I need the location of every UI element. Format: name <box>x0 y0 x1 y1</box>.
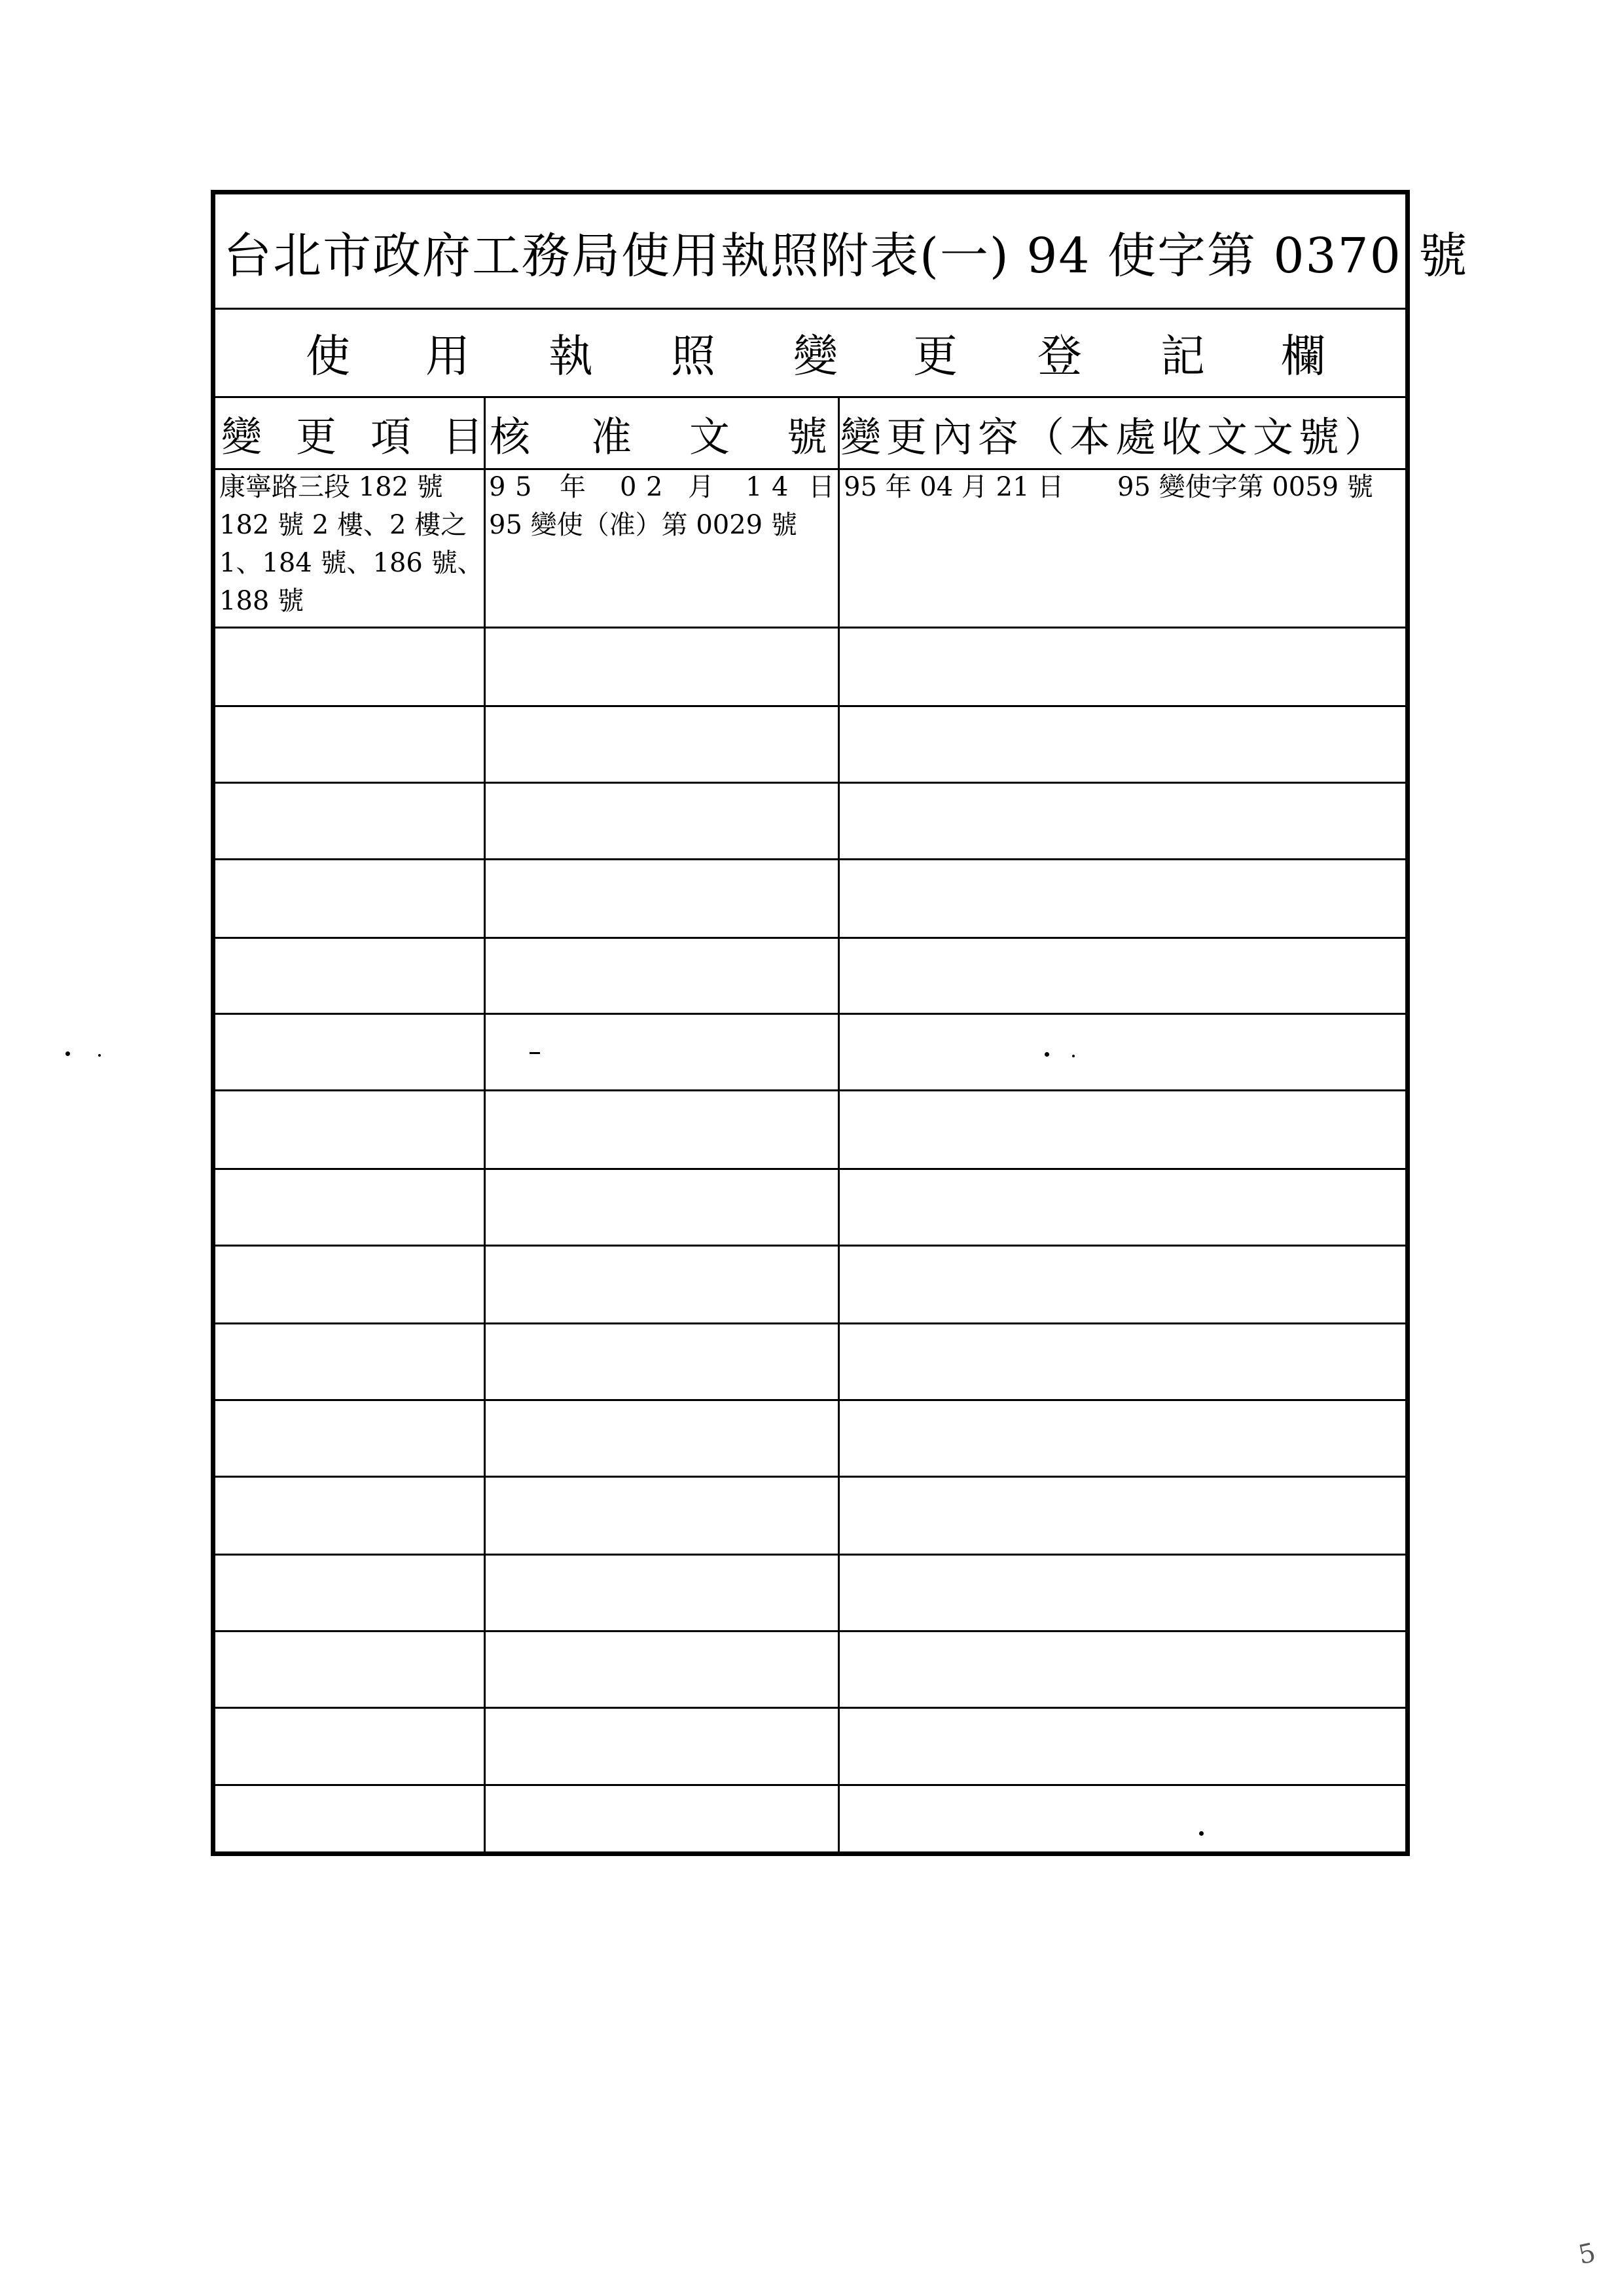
item-line: 188 號 <box>219 586 304 616</box>
date-token: 年 <box>560 472 586 502</box>
scan-speck <box>1072 1055 1075 1057</box>
row-divider <box>215 937 1405 939</box>
item-line: 康寧路三段 182 號 <box>219 472 443 502</box>
row-divider <box>215 858 1405 860</box>
subtitle-char: 記 <box>1160 331 1206 383</box>
date-token: 0 <box>620 472 637 502</box>
header-approval-number <box>485 398 831 469</box>
row-divider <box>215 1089 1405 1091</box>
date-token: 日 <box>808 472 835 502</box>
scan-speck <box>65 1051 70 1056</box>
row-divider <box>215 1630 1405 1632</box>
scan-speck <box>530 1052 540 1054</box>
header-char: 文 <box>689 412 730 461</box>
header-char: 核 <box>489 412 531 461</box>
header-char: 變 <box>221 412 262 461</box>
row-divider <box>215 1322 1405 1324</box>
form-title: 台北市政府工務局使用執照附表(一) 94 使字第 0370 號 <box>223 228 1469 284</box>
row-divider <box>215 1554 1405 1556</box>
subtitle-char: 用 <box>425 331 471 383</box>
date-token: 月 <box>688 472 714 502</box>
header-change-content: 變更內容（本處收文文號） <box>840 412 1391 461</box>
subtitle-char: 執 <box>548 331 594 383</box>
scan-speck <box>1199 1831 1204 1836</box>
subtitle-char: 更 <box>912 331 958 383</box>
change-registration-form <box>211 190 1469 1856</box>
row-divider <box>215 782 1405 784</box>
row-divider <box>215 1245 1405 1247</box>
entry-approval <box>489 469 835 548</box>
column-divider <box>484 396 486 1856</box>
header-char: 目 <box>442 412 484 461</box>
subtitle-char: 使 <box>305 331 351 383</box>
subtitle-char: 照 <box>670 331 716 383</box>
date-token: 5 <box>515 472 532 502</box>
entry-change-content <box>844 469 1400 509</box>
row-divider <box>215 627 1405 629</box>
header-change-item <box>215 398 484 469</box>
date-token: 9 <box>489 472 506 502</box>
item-line: 182 號 2 樓、2 樓之 <box>219 510 467 540</box>
row-divider <box>215 1707 1405 1709</box>
item-line: 1、184 號、186 號、 <box>219 548 484 578</box>
page-mark: 5 <box>1575 2237 1598 2271</box>
row-divider <box>215 1784 1405 1786</box>
row-divider <box>215 1013 1405 1015</box>
scan-speck <box>98 1054 101 1057</box>
date-token: 2 <box>646 472 663 502</box>
form-subtitle <box>215 310 1405 396</box>
header-char: 更 <box>295 412 337 461</box>
date-token: 1 <box>746 472 763 502</box>
header-char: 項 <box>370 412 412 461</box>
column-divider <box>838 396 840 1856</box>
row-divider <box>215 1476 1405 1478</box>
content-number: 95 變使字第 0059 號 <box>1117 472 1373 502</box>
subtitle-char: 登 <box>1037 331 1083 383</box>
subtitle-char: 欄 <box>1280 331 1326 383</box>
content-date: 95 年 04 月 21 日 <box>844 472 1064 502</box>
header-char: 號 <box>786 412 828 461</box>
subtitle-char: 變 <box>793 331 838 383</box>
row-divider <box>215 1168 1405 1170</box>
approval-number: 95 變使（准）第 0029 號 <box>489 510 797 540</box>
date-token: 4 <box>772 472 789 502</box>
row-divider <box>215 705 1405 707</box>
header-char: 准 <box>590 412 632 461</box>
row-divider <box>215 1399 1405 1401</box>
scan-speck <box>1045 1052 1049 1057</box>
